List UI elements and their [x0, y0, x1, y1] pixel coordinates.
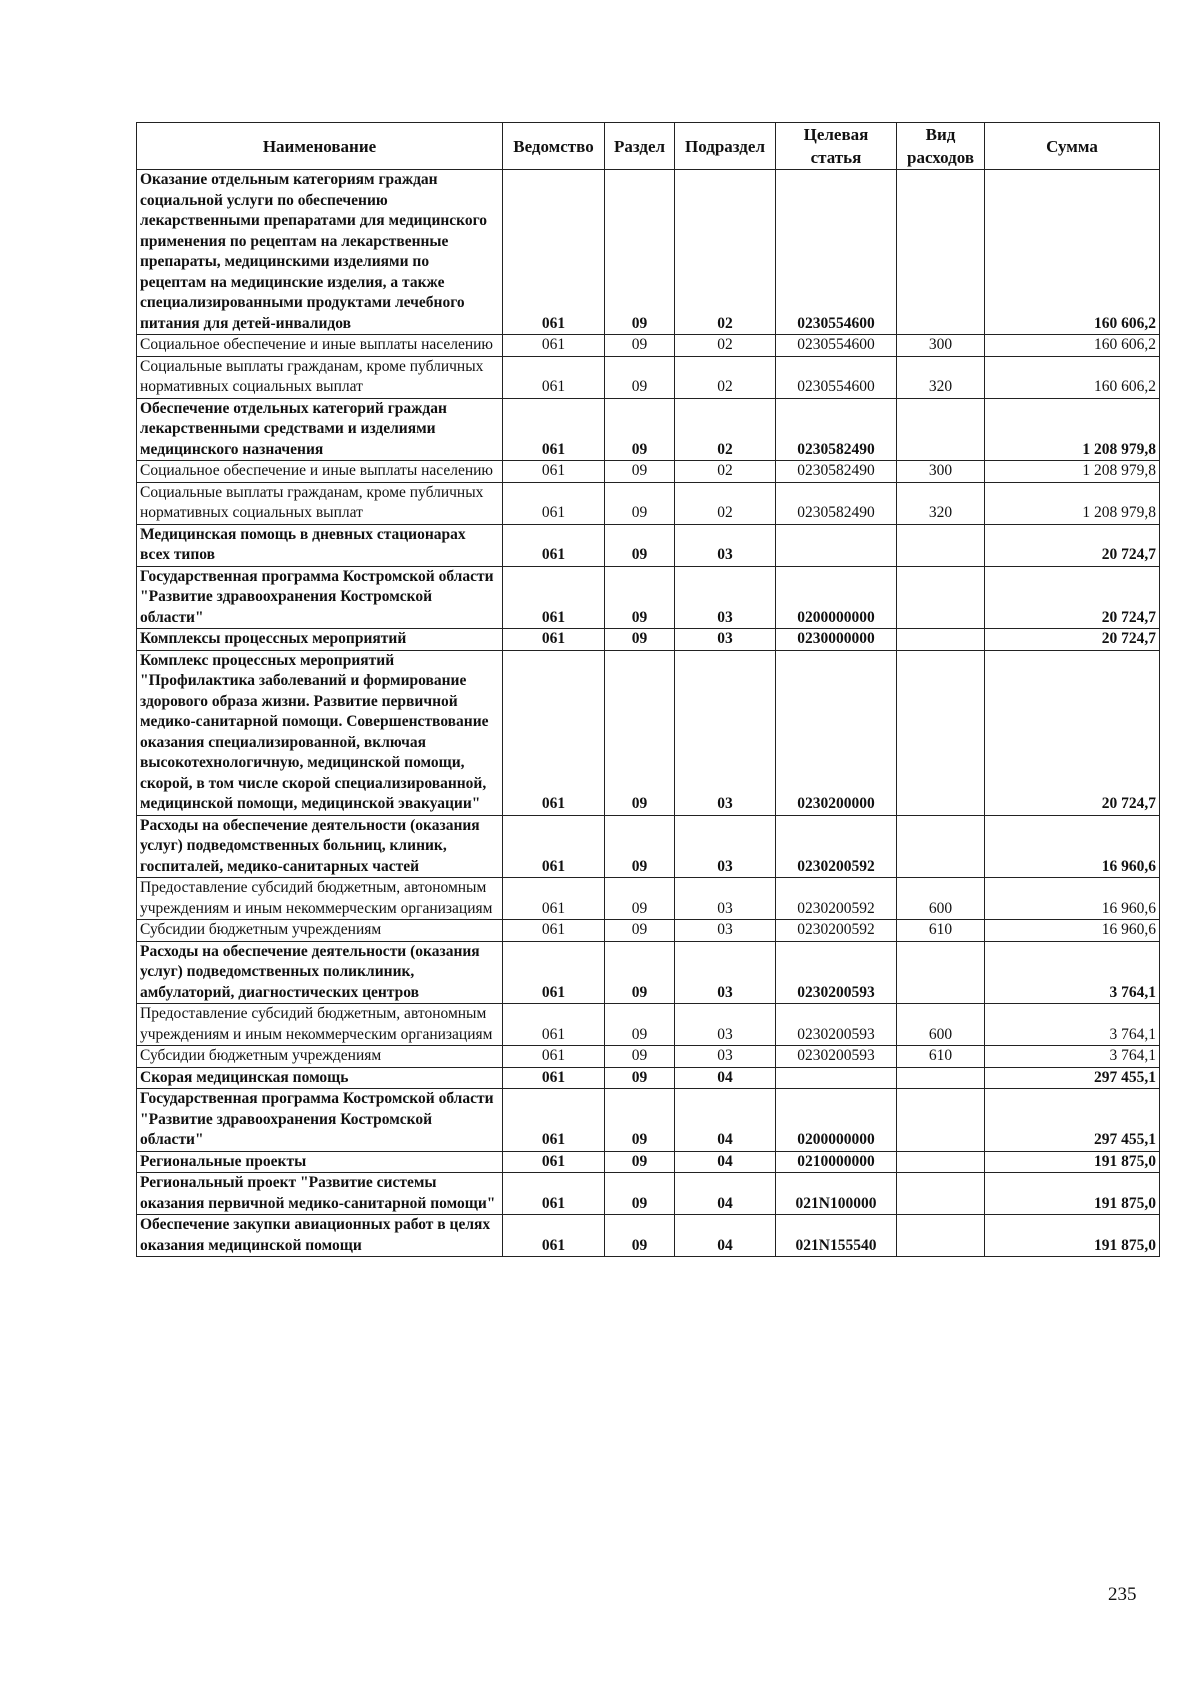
cell-name: Комплексы процессных мероприятий: [137, 629, 503, 651]
cell-sum: 191 875,0: [985, 1173, 1160, 1215]
cell-target: 0230582490: [776, 482, 897, 524]
cell-dept: 061: [503, 878, 605, 920]
cell-section: 09: [605, 170, 675, 335]
table-row: [137, 356, 1160, 398]
cell-sum: 297 455,1: [985, 1067, 1160, 1089]
table-row: [137, 1173, 1160, 1215]
cell-name: Социальные выплаты гражданам, кроме публичных нормативных социальных выплат: [137, 482, 503, 524]
cell-subsection: 02: [675, 461, 776, 483]
header-dept: Ведомство: [503, 123, 605, 170]
table-row: [137, 815, 1160, 878]
cell-section: 09: [605, 1067, 675, 1089]
cell-section: 09: [605, 815, 675, 878]
table-row: [137, 1046, 1160, 1068]
cell-exptype: [897, 650, 985, 815]
table-row: [137, 398, 1160, 461]
cell-target: 0230200592: [776, 815, 897, 878]
cell-name: Предоставление субсидий бюджетным, автономным учреждениям и иным некоммерческим организациям: [137, 878, 503, 920]
table-row: [137, 878, 1160, 920]
cell-name: Государственная программа Костромской области "Развитие здравоохранения Костромской области": [137, 566, 503, 629]
cell-dept: 061: [503, 356, 605, 398]
cell-dept: 061: [503, 1173, 605, 1215]
cell-subsection: 03: [675, 650, 776, 815]
cell-section: 09: [605, 878, 675, 920]
cell-sum: 3 764,1: [985, 941, 1160, 1004]
cell-subsection: 03: [675, 524, 776, 566]
cell-sum: 3 764,1: [985, 1004, 1160, 1046]
cell-subsection: 02: [675, 356, 776, 398]
cell-exptype: [897, 1089, 985, 1152]
cell-dept: 061: [503, 1004, 605, 1046]
cell-exptype: [897, 1215, 985, 1257]
cell-dept: 061: [503, 1215, 605, 1257]
cell-exptype: [897, 815, 985, 878]
cell-sum: 20 724,7: [985, 566, 1160, 629]
cell-subsection: 02: [675, 482, 776, 524]
cell-target: 0230200593: [776, 1004, 897, 1046]
cell-dept: 061: [503, 461, 605, 483]
cell-exptype: 600: [897, 1004, 985, 1046]
cell-name: Скорая медицинская помощь: [137, 1067, 503, 1089]
table-row: [137, 1215, 1160, 1257]
cell-subsection: 04: [675, 1089, 776, 1152]
table-row: [137, 629, 1160, 651]
cell-subsection: 04: [675, 1151, 776, 1173]
table-row: [137, 461, 1160, 483]
cell-exptype: [897, 524, 985, 566]
cell-name: Предоставление субсидий бюджетным, автономным учреждениям и иным некоммерческим организациям: [137, 1004, 503, 1046]
cell-sum: 20 724,7: [985, 650, 1160, 815]
cell-subsection: 03: [675, 941, 776, 1004]
table-row: [137, 1089, 1160, 1152]
cell-section: 09: [605, 356, 675, 398]
cell-section: 09: [605, 1215, 675, 1257]
cell-exptype: [897, 1067, 985, 1089]
cell-target: [776, 524, 897, 566]
cell-sum: 3 764,1: [985, 1046, 1160, 1068]
header-row: [137, 123, 1160, 170]
cell-sum: 1 208 979,8: [985, 398, 1160, 461]
cell-sum: 16 960,6: [985, 815, 1160, 878]
cell-section: 09: [605, 524, 675, 566]
cell-name: Обеспечение отдельных категорий граждан лекарственными средствами и изделиями медицинского назначения: [137, 398, 503, 461]
cell-section: 09: [605, 335, 675, 357]
cell-sum: 160 606,2: [985, 356, 1160, 398]
cell-subsection: 02: [675, 170, 776, 335]
table-row: [137, 1004, 1160, 1046]
cell-target: 0230554600: [776, 335, 897, 357]
cell-subsection: 04: [675, 1215, 776, 1257]
cell-target: 0210000000: [776, 1151, 897, 1173]
cell-sum: 191 875,0: [985, 1215, 1160, 1257]
cell-subsection: 03: [675, 1046, 776, 1068]
cell-dept: 061: [503, 650, 605, 815]
cell-exptype: [897, 941, 985, 1004]
cell-sum: 20 724,7: [985, 524, 1160, 566]
cell-name: Субсидии бюджетным учреждениям: [137, 1046, 503, 1068]
header-exptype: Вид расходов: [897, 123, 985, 170]
cell-target: [776, 1067, 897, 1089]
cell-subsection: 03: [675, 920, 776, 942]
cell-section: 09: [605, 1173, 675, 1215]
header-subsection: Подраздел: [675, 123, 776, 170]
cell-target: 0230200000: [776, 650, 897, 815]
header-sum: Сумма: [985, 123, 1160, 170]
cell-name: Расходы на обеспечение деятельности (оказания услуг) подведомственных больниц, клиник, госпиталей, медико-санитарных частей: [137, 815, 503, 878]
cell-section: 09: [605, 629, 675, 651]
budget-table: [136, 122, 1160, 1257]
cell-target: 0200000000: [776, 566, 897, 629]
cell-target: 0230554600: [776, 356, 897, 398]
cell-dept: 061: [503, 524, 605, 566]
cell-name: Региональные проекты: [137, 1151, 503, 1173]
cell-subsection: 04: [675, 1173, 776, 1215]
cell-name: Комплекс процессных мероприятий "Профилактика заболеваний и формирование здорового образа жизни. Развитие первичной медико-санитарной помощи. Совершенствование оказания специализированной, включая высокотехнологичную, медицинской помощи, скорой, в том числе скорой специализированной, медицинской помощи, медицинской эвакуации": [137, 650, 503, 815]
cell-target: 0230554600: [776, 170, 897, 335]
cell-dept: 061: [503, 170, 605, 335]
cell-exptype: 600: [897, 878, 985, 920]
cell-subsection: 02: [675, 398, 776, 461]
cell-name: Субсидии бюджетным учреждениям: [137, 920, 503, 942]
cell-sum: 16 960,6: [985, 878, 1160, 920]
cell-exptype: 300: [897, 335, 985, 357]
table-row: [137, 482, 1160, 524]
cell-section: 09: [605, 1004, 675, 1046]
cell-exptype: 320: [897, 482, 985, 524]
cell-exptype: 320: [897, 356, 985, 398]
cell-section: 09: [605, 398, 675, 461]
table-row: [137, 170, 1160, 335]
cell-section: 09: [605, 1046, 675, 1068]
cell-name: Социальное обеспечение и иные выплаты населению: [137, 461, 503, 483]
cell-name: Медицинская помощь в дневных стационарах всех типов: [137, 524, 503, 566]
cell-target: 0200000000: [776, 1089, 897, 1152]
cell-section: 09: [605, 920, 675, 942]
cell-section: 09: [605, 650, 675, 815]
table-row: [137, 1067, 1160, 1089]
table-row: [137, 941, 1160, 1004]
cell-sum: 20 724,7: [985, 629, 1160, 651]
cell-subsection: 03: [675, 629, 776, 651]
cell-dept: 061: [503, 1151, 605, 1173]
cell-name: Социальные выплаты гражданам, кроме публичных нормативных социальных выплат: [137, 356, 503, 398]
cell-exptype: 610: [897, 1046, 985, 1068]
cell-sum: 16 960,6: [985, 920, 1160, 942]
cell-exptype: [897, 629, 985, 651]
cell-subsection: 03: [675, 1004, 776, 1046]
cell-subsection: 02: [675, 335, 776, 357]
header-target: Целевая статья: [776, 123, 897, 170]
cell-exptype: [897, 1151, 985, 1173]
cell-subsection: 04: [675, 1067, 776, 1089]
cell-dept: 061: [503, 482, 605, 524]
cell-section: 09: [605, 566, 675, 629]
cell-subsection: 03: [675, 566, 776, 629]
cell-section: 09: [605, 1151, 675, 1173]
header-name: Наименование: [137, 123, 503, 170]
cell-dept: 061: [503, 629, 605, 651]
cell-dept: 061: [503, 1089, 605, 1152]
cell-name: Расходы на обеспечение деятельности (оказания услуг) подведомственных поликлиник, амбулаторий, диагностических центров: [137, 941, 503, 1004]
cell-target: 0230582490: [776, 461, 897, 483]
cell-section: 09: [605, 461, 675, 483]
table-row: [137, 335, 1160, 357]
cell-name: Социальное обеспечение и иные выплаты населению: [137, 335, 503, 357]
header-section: Раздел: [605, 123, 675, 170]
cell-subsection: 03: [675, 878, 776, 920]
cell-target: 021N155540: [776, 1215, 897, 1257]
cell-dept: 061: [503, 920, 605, 942]
cell-sum: 1 208 979,8: [985, 482, 1160, 524]
cell-name: Государственная программа Костромской области "Развитие здравоохранения Костромской области": [137, 1089, 503, 1152]
cell-dept: 061: [503, 566, 605, 629]
cell-target: 0230200592: [776, 920, 897, 942]
cell-exptype: [897, 398, 985, 461]
cell-target: 0230582490: [776, 398, 897, 461]
cell-sum: 160 606,2: [985, 170, 1160, 335]
table-row: [137, 524, 1160, 566]
cell-section: 09: [605, 482, 675, 524]
cell-dept: 061: [503, 941, 605, 1004]
cell-target: 0230200593: [776, 1046, 897, 1068]
cell-dept: 061: [503, 1067, 605, 1089]
page-number: 235: [1108, 1584, 1137, 1605]
cell-sum: 160 606,2: [985, 335, 1160, 357]
table-row: [137, 1151, 1160, 1173]
cell-subsection: 03: [675, 815, 776, 878]
cell-section: 09: [605, 1089, 675, 1152]
cell-exptype: [897, 170, 985, 335]
cell-name: Региональный проект "Развитие системы оказания первичной медико-санитарной помощи": [137, 1173, 503, 1215]
cell-target: 0230200592: [776, 878, 897, 920]
cell-dept: 061: [503, 335, 605, 357]
cell-dept: 061: [503, 398, 605, 461]
cell-dept: 061: [503, 1046, 605, 1068]
table-row: [137, 920, 1160, 942]
cell-exptype: 610: [897, 920, 985, 942]
cell-sum: 191 875,0: [985, 1151, 1160, 1173]
table-row: [137, 650, 1160, 815]
table-row: [137, 566, 1160, 629]
cell-target: 0230000000: [776, 629, 897, 651]
cell-target: 0230200593: [776, 941, 897, 1004]
cell-exptype: [897, 1173, 985, 1215]
cell-section: 09: [605, 941, 675, 1004]
cell-name: Оказание отдельным категориям граждан социальной услуги по обеспечению лекарственными препаратами для медицинского применения по рецептам на лекарственные препараты, медицинскими изделиями по рецептам на медицинские изделия, а также специализированными продуктами лечебного питания для детей-инвалидов: [137, 170, 503, 335]
cell-exptype: 300: [897, 461, 985, 483]
cell-dept: 061: [503, 815, 605, 878]
cell-exptype: [897, 566, 985, 629]
cell-sum: 297 455,1: [985, 1089, 1160, 1152]
cell-target: 021N100000: [776, 1173, 897, 1215]
cell-sum: 1 208 979,8: [985, 461, 1160, 483]
cell-name: Обеспечение закупки авиационных работ в целях оказания медицинской помощи: [137, 1215, 503, 1257]
